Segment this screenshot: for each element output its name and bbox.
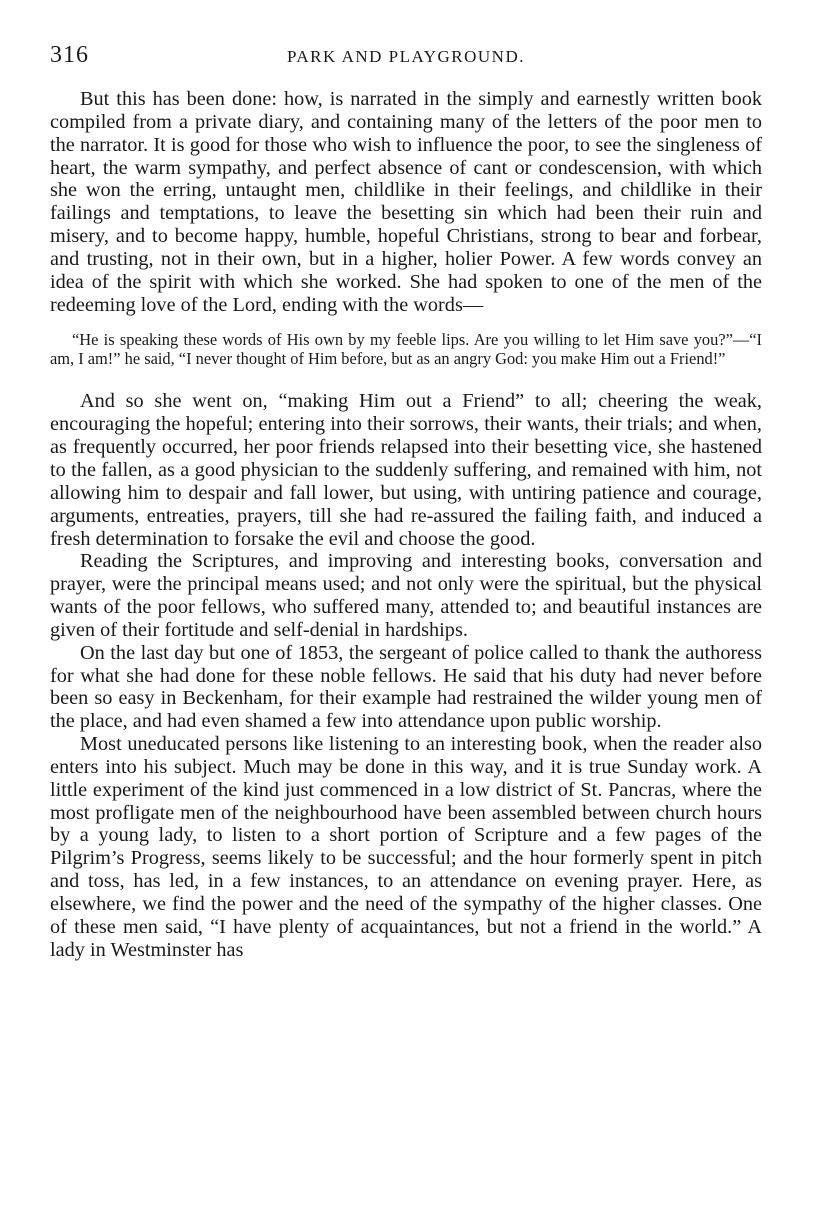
- page-header: [50, 42, 762, 70]
- paragraph: On the last day but one of 1853, the sergeant of police called to thank the authoress for what she had done for these noble fellows. He said that his duty had never before been so easy in Beckenham, for their example had restrained the wilder young men of the place, and had even shamed a few into attendance upon public worship.: [50, 641, 762, 733]
- paragraph: Reading the Scriptures, and improving and interesting books, conversation and prayer, were the principal means used; and not only were the spiritual, but the physical wants of the poor fellows, who suffered many, attended to; and beautiful instances are given of their fortitude and self-denial in hardships.: [50, 550, 762, 641]
- paragraph: But this has been done: how, is narrated in the simply and earnestly written book compiled from a private diary, and containing many of the letters of the poor men to the narrator. It is good for those who wish to influence the poor, to see the singleness of heart, the warm sympathy, and perfect absence of cant or condescension, with which she won the erring, untaught men, childlike in their feelings, and childlike in their failings and temptations, to leave the besetting sin which had been their ruin and misery, and to become happy, humble, hopeful Christians, strong to bear and forbear, and trusting, not in their own, but in a higher, holier Power. A few words convey an idea of the spirit with which she worked. She had spoken to one of the men of the redeeming love of the Lord, ending with the words—: [50, 88, 762, 316]
- block-quote: “He is speaking these words of His own by my feeble lips. Are you willing to let Him save you?”—“I am, I am!” he said, “I never thought of Him before, but as an angry God: you make Him out a Friend!”: [50, 330, 762, 368]
- running-title: PARK AND PLAYGROUND.: [287, 47, 525, 66]
- paragraph: Most uneducated persons like listening to an interesting book, when the reader also enters into his subject. Much may be done in this way, and it is true Sunday work. A little experiment of the kind just commenced in a low district of St. Pancras, where the most profligate men of the neighbourhood have been assembled between church hours by a young lady, to listen to a short portion of Scripture and a few pages of the Pilgrim’s Progress, seems likely to be successful; and the hour formerly spent in pitch and toss, has led, in a few instances, to an attendance on evening prayer. Here, as elsewhere, we find the power and the need of the sympathy of the higher classes. One of these men said, “I have plenty of acquaintances, but not a friend in the world.” A lady in Westminster has: [50, 733, 762, 961]
- page-number: 316: [50, 42, 89, 68]
- paragraph: And so she went on, “making Him out a Friend” to all; cheering the weak, encouraging the hopeful; entering into their sorrows, their wants, their trials; and when, as frequently occurred, her poor friends relapsed into their besetting vice, she hastened to the fallen, as a good physician to the suddenly suffering, and remained with him, not allowing him to despair and fall lower, but using, with untiring patience and courage, arguments, entreaties, prayers, till she had re-assured the failing faith, and induced a fresh determination to forsake the evil and choose the good.: [50, 390, 762, 550]
- page-body: [50, 88, 762, 962]
